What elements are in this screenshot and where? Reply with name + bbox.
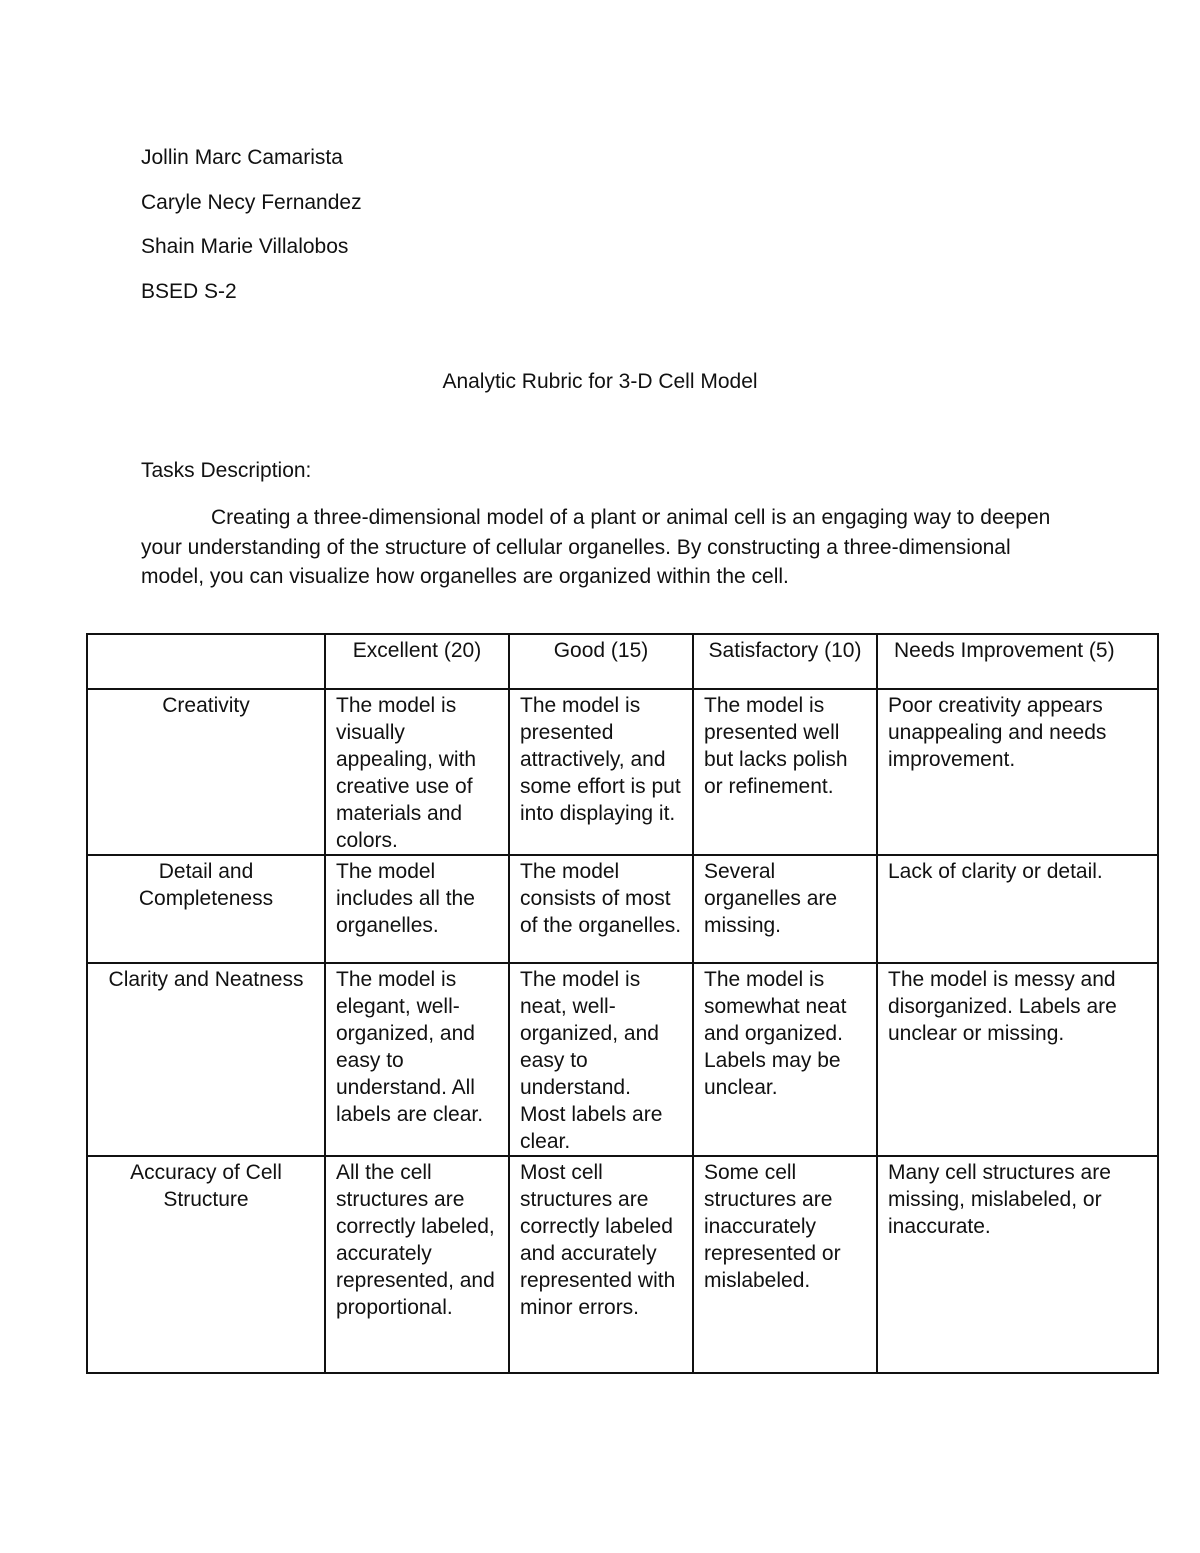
header-excellent: Excellent (20) xyxy=(325,634,509,689)
excellent-cell: The model is visually appealing, with creative use of materials and colors. xyxy=(325,689,509,855)
satisfactory-cell: The model is somewhat neat and organized. Labels may be unclear. xyxy=(693,963,877,1156)
satisfactory-cell: The model is presented well but lacks polish or refinement. xyxy=(693,689,877,855)
needs-improvement-cell: Poor creativity appears unappealing and needs improvement. xyxy=(877,689,1158,855)
rubric-row-detail xyxy=(87,855,1158,963)
task-description-text: Creating a three-dimensional model of a plant or animal cell is an engaging way to deepen your understanding of the structure of cellular organelles. By constructing a three-dimensional model, you can visualize how organelles are organized within the cell. xyxy=(141,506,1051,588)
needs-improvement-cell: The model is messy and disorganized. Labels are unclear or missing. xyxy=(877,963,1158,1156)
needs-improvement-cell: Lack of clarity or detail. xyxy=(877,855,1158,963)
document-title: Analytic Rubric for 3-D Cell Model xyxy=(442,370,758,393)
satisfactory-cell: Some cell structures are inaccurately represented or mislabeled. xyxy=(693,1156,877,1373)
rubric-header-row xyxy=(87,634,1158,689)
header-needs-improvement: Needs Improvement (5) xyxy=(877,634,1158,689)
header-satisfactory: Satisfactory (10) xyxy=(693,634,877,689)
needs-improvement-cell: Many cell structures are missing, mislabeled, or inaccurate. xyxy=(877,1156,1158,1373)
good-cell: The model is neat, well-organized, and easy to understand. Most labels are clear. xyxy=(509,963,693,1156)
author-name-3: Shain Marie Villalobos xyxy=(141,235,349,258)
header-criterion xyxy=(87,634,325,689)
satisfactory-cell: Several organelles are missing. xyxy=(693,855,877,963)
rubric-row-creativity xyxy=(87,689,1158,855)
rubric-row-clarity xyxy=(87,963,1158,1156)
task-description-label: Tasks Description: xyxy=(141,459,312,482)
criterion-cell: Creativity xyxy=(87,689,325,855)
excellent-cell: The model includes all the organelles. xyxy=(325,855,509,963)
rubric-row-accuracy xyxy=(87,1156,1158,1373)
rubric-table xyxy=(86,633,1159,1374)
criterion-cell: Accuracy of Cell Structure xyxy=(87,1156,325,1373)
excellent-cell: The model is elegant, well-organized, and easy to understand. All labels are clear. xyxy=(325,963,509,1156)
header-good: Good (15) xyxy=(509,634,693,689)
section-code: BSED S-2 xyxy=(141,280,237,303)
good-cell: Most cell structures are correctly labeled and accurately represented with minor errors. xyxy=(509,1156,693,1373)
good-cell: The model consists of most of the organelles. xyxy=(509,855,693,963)
author-name-1: Jollin Marc Camarista xyxy=(141,146,343,169)
criterion-cell: Clarity and Neatness xyxy=(87,963,325,1156)
excellent-cell: All the cell structures are correctly labeled, accurately represented, and proportional. xyxy=(325,1156,509,1373)
criterion-cell: Detail and Completeness xyxy=(87,855,325,963)
author-name-2: Caryle Necy Fernandez xyxy=(141,191,362,214)
good-cell: The model is presented attractively, and some effort is put into displaying it. xyxy=(509,689,693,855)
